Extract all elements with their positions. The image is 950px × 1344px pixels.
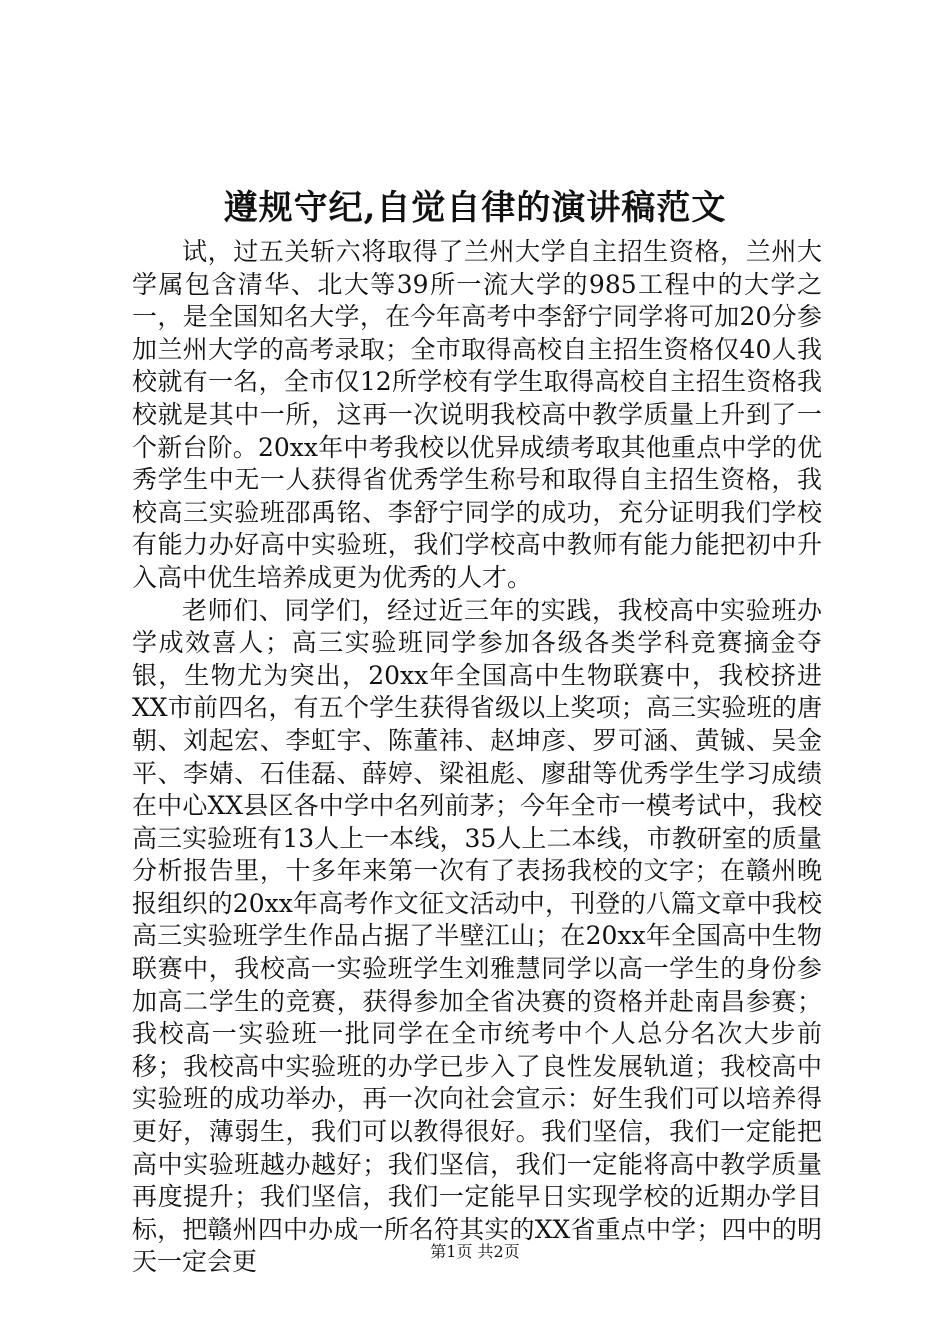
body-paragraph: 试，过五关斩六将取得了兰州大学自主招生资格，兰州大学属包含清华、北大等39所一流大学的985工程中的大学之一，是全国知名大学，在今年高考中李舒宁同学将可加20分参加兰州大学的高考录取；全市取得高校自主招生资格仅40人我校就有一名，全市仅12所学校有学生取得高校自主招生资格我校就是其中一所，这再一次说明我校高中教学质量上升到了一个新台阶。20xx年中考我校以优异成绩考取其他重点中学的优秀学生中无一人获得省优秀学生称号和取得自主招生资格，我校高三实验班邵禹铭、李舒宁同学的成功，充分证明我们学校有能力办好高中实验班，我们学校高中教师有能力能把初中升入高中优生培养成更为优秀的人才。 [132,237,822,592]
page-footer: 第1页 共2页 [430,1242,520,1261]
body-paragraph: 老师们、同学们，经过近三年的实践，我校高中实验班办学成效喜人；高三实验班同学参加各级各类学科竞赛摘金夺银，生物尤为突出，20xx年全国高中生物联赛中，我校挤进XX市前四名，有五个学生获得省级以上奖项；高三实验班的唐朝、刘起宏、李虹宇、陈董祎、赵坤彦、罗可涵、黄铖、吴金平、李婧、石佳磊、薛婷、梁祖彪、廖甜等优秀学生学习成绩在中心XX县区各中学中名列前茅；今年全市一模考试中，我校高三实验班有13人上一本线，35人上二本线，市教研室的质量分析报告里，十多年来第一次有了表扬我校的文字；在赣州晚报组织的20xx年高考作文征文活动中，刊登的八篇文章中我校高三实验班学生作品占据了半壁江山；在20xx年全国高中生物联赛中，我校高一实验班学生刘雅慧同学以高一学生的身份参加高二学生的竞赛，获得参加全省决赛的资格并赴南昌参赛；我校高一实验班一批同学在全市统考中个人总分名次大步前移；我校高中实验班的办学已步入了良性发展轨道；我校高中实验班的成功举办，再一次向社会宣示：好生我们可以培养得更好，薄弱生，我们可以教得很好。我们坚信，我们一定能把高中实验班越办越好；我们坚信，我们一定能将高中教学质量再度提升；我们坚信，我们一定能早日实现学校的近期办学目标，把赣州四中办成一所名符其实的XX省重点中学；四中的明天一定会更 [132,595,822,1277]
document-title: 遵规守纪,自觉自律的演讲稿范文 [223,188,727,228]
document-body [132,236,822,1279]
